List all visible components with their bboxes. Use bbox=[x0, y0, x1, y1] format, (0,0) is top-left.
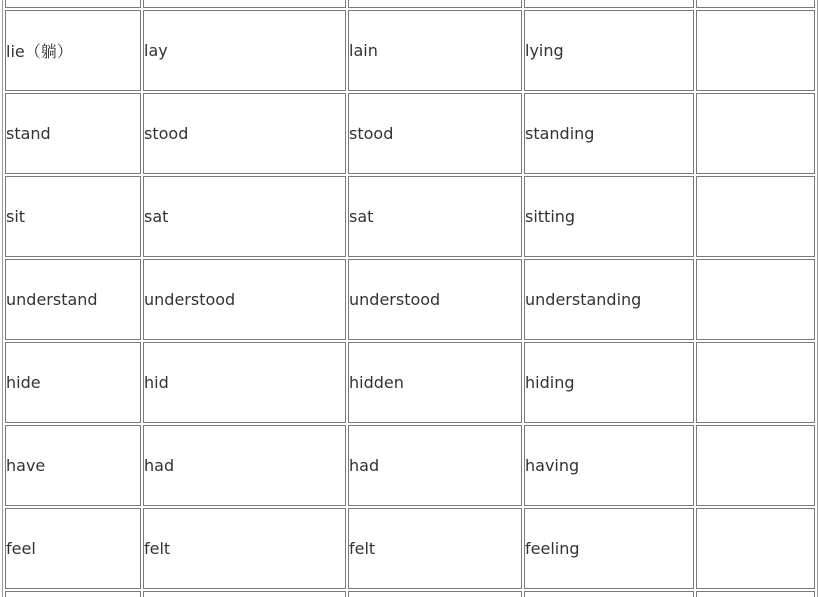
table-cell bbox=[348, 0, 522, 8]
table-cell: understood bbox=[143, 259, 346, 340]
table-row bbox=[5, 425, 815, 506]
table-row bbox=[5, 176, 815, 257]
table-row bbox=[5, 508, 815, 589]
table-cell: stand bbox=[5, 93, 141, 174]
table-cell bbox=[696, 342, 815, 423]
table-cell bbox=[143, 0, 346, 8]
table-cell: understood bbox=[348, 259, 522, 340]
table-row bbox=[5, 259, 815, 340]
table-cell bbox=[5, 591, 141, 597]
table-cell bbox=[696, 93, 815, 174]
table-cell: hiding bbox=[524, 342, 694, 423]
table-cell: hidden bbox=[348, 342, 522, 423]
table-cell: lying bbox=[524, 10, 694, 91]
table-cell: lay bbox=[143, 10, 346, 91]
table-cell bbox=[524, 591, 694, 597]
table-cell bbox=[696, 259, 815, 340]
table-row bbox=[5, 591, 815, 597]
table-cell bbox=[696, 176, 815, 257]
table-cell bbox=[696, 0, 815, 8]
table-cell bbox=[524, 0, 694, 8]
table-cell: understand bbox=[5, 259, 141, 340]
table-cell: have bbox=[5, 425, 141, 506]
table-cell: felt bbox=[348, 508, 522, 589]
table-cell bbox=[696, 10, 815, 91]
table-cell bbox=[143, 591, 346, 597]
table-cell: sit bbox=[5, 176, 141, 257]
table-cell: hide bbox=[5, 342, 141, 423]
table-cell: had bbox=[348, 425, 522, 506]
table-cell: lain bbox=[348, 10, 522, 91]
table-row bbox=[5, 0, 815, 8]
verb-forms-table bbox=[2, 0, 818, 597]
table-cell: lie（躺） bbox=[5, 10, 141, 91]
table-cell bbox=[5, 0, 141, 8]
table-row bbox=[5, 342, 815, 423]
table-cell: felt bbox=[143, 508, 346, 589]
table-cell: had bbox=[143, 425, 346, 506]
table-cell: understanding bbox=[524, 259, 694, 340]
table-cell: feeling bbox=[524, 508, 694, 589]
table-cell bbox=[696, 591, 815, 597]
table-row bbox=[5, 10, 815, 91]
table-cell: sat bbox=[143, 176, 346, 257]
table-cell: feel bbox=[5, 508, 141, 589]
table-cell bbox=[696, 508, 815, 589]
table-cell: sat bbox=[348, 176, 522, 257]
table-cell: stood bbox=[143, 93, 346, 174]
table-row bbox=[5, 93, 815, 174]
table-cell bbox=[696, 425, 815, 506]
table-cell bbox=[348, 591, 522, 597]
table-cell: standing bbox=[524, 93, 694, 174]
table-cell: hid bbox=[143, 342, 346, 423]
table-cell: stood bbox=[348, 93, 522, 174]
table-cell: having bbox=[524, 425, 694, 506]
table-cell: sitting bbox=[524, 176, 694, 257]
